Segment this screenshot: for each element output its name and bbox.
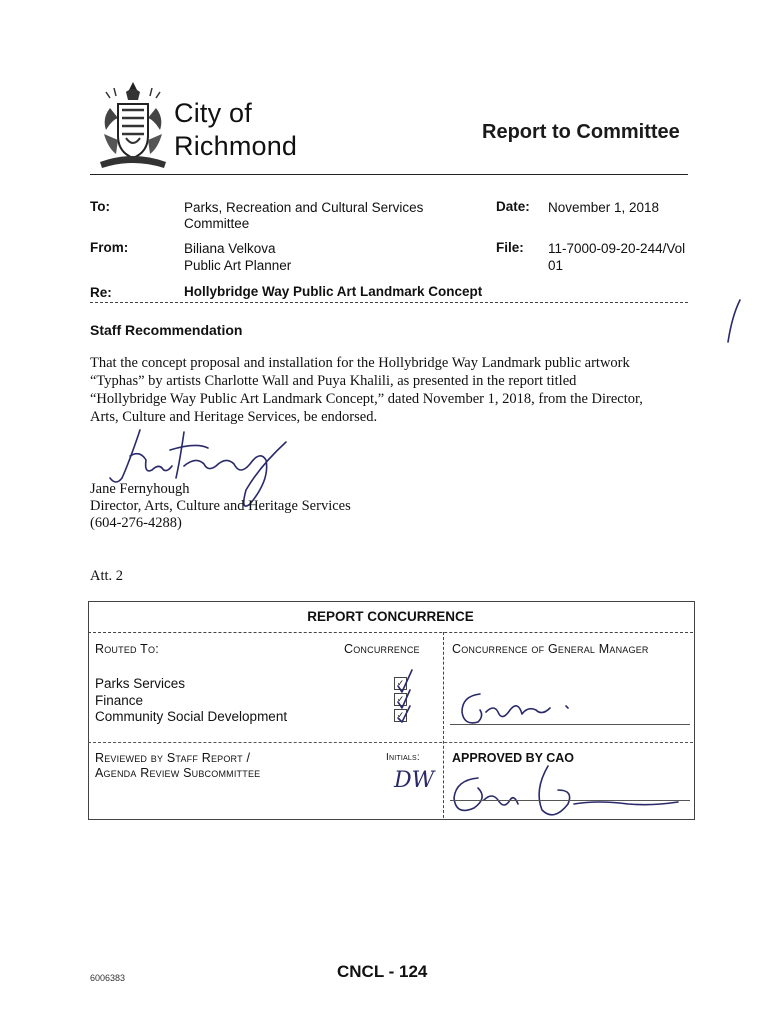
city-crest-logo — [96, 78, 170, 174]
department-community-social-development: Community Social Development — [95, 709, 288, 724]
city-name-line1: City of — [174, 98, 252, 128]
header-divider — [90, 174, 688, 175]
gm-signature — [452, 686, 582, 732]
from-value-line1: Biliana Velkova — [184, 241, 276, 256]
re-label: Re: — [90, 285, 112, 300]
file-label: File: — [496, 240, 524, 255]
to-value-line2: Committee — [184, 216, 250, 231]
gm-concurrence-header: Concurrence of General Manager — [452, 642, 649, 656]
department-finance: Finance — [95, 693, 144, 708]
parks-concurrence-checkbox: ✓ — [394, 677, 407, 690]
finance-concurrence-checkbox: ✓ — [394, 693, 407, 706]
from-label: From: — [90, 240, 129, 255]
margin-mark — [722, 296, 746, 348]
file-value-line2: 01 — [548, 258, 564, 273]
recommendation-heading: Staff Recommendation — [90, 322, 243, 338]
recommendation-line4: Arts, Culture and Heritage Services, be endorsed. — [90, 409, 378, 425]
signatory-phone: (604-276-4288) — [90, 515, 182, 531]
signatory-title: Director, Arts, Culture and Heritage Services — [90, 498, 351, 514]
to-value-line1: Parks, Recreation and Cultural Services — [184, 200, 424, 215]
initials-label: Initials: — [386, 752, 420, 763]
cao-signature-line — [450, 800, 690, 801]
re-value: Hollybridge Way Public Art Landmark Concept — [184, 284, 483, 299]
recommendation-line1: That the concept proposal and installation for the Hollybridge Way Landmark public artwork — [90, 355, 630, 371]
from-value-line2: Public Art Planner — [184, 258, 292, 273]
recommendation-line2: “Typhas” by artists Charlotte Wall and Puya Khalili, as presented in the report titled — [90, 373, 577, 389]
signatory-name: Jane Fernyhough — [90, 481, 190, 497]
gm-signature-line — [450, 724, 690, 725]
re-divider — [90, 302, 688, 303]
routed-to-header: Routed To: — [95, 642, 159, 656]
concurrence-header: Concurrence — [344, 642, 420, 656]
page-reference: CNCL - 124 — [337, 962, 428, 981]
date-value: November 1, 2018 — [548, 200, 660, 215]
recommendation-line3: “Hollybridge Way Public Art Landmark Concept,” dated November 1, 2018, from the Director, — [90, 391, 643, 407]
routing-section-divider — [88, 742, 693, 743]
document-number: 6006383 — [90, 973, 126, 983]
file-value-line1: 11-7000-09-20-244/Vol — [548, 241, 686, 256]
city-name-line2: Richmond — [174, 131, 298, 161]
report-title: Report to Committee — [482, 121, 680, 143]
attachments-count: Att. 2 — [90, 568, 124, 584]
date-label: Date: — [496, 199, 530, 214]
reviewed-by-label-line1: Reviewed by Staff Report / — [95, 751, 251, 765]
column-divider — [443, 632, 444, 818]
concurrence-title: REPORT CONCURRENCE — [307, 609, 474, 624]
reviewed-by-label-line2: Agenda Review Subcommittee — [95, 766, 261, 780]
cao-signature — [448, 760, 688, 824]
to-label: To: — [90, 199, 110, 214]
concurrence-title-divider — [88, 632, 693, 633]
department-parks-services: Parks Services — [95, 676, 186, 691]
initials-value: DW — [394, 768, 435, 793]
checkmark-strokes — [396, 664, 416, 724]
csd-concurrence-checkbox: ✓ — [394, 709, 407, 722]
approved-by-cao-label: APPROVED BY CAO — [452, 751, 575, 765]
